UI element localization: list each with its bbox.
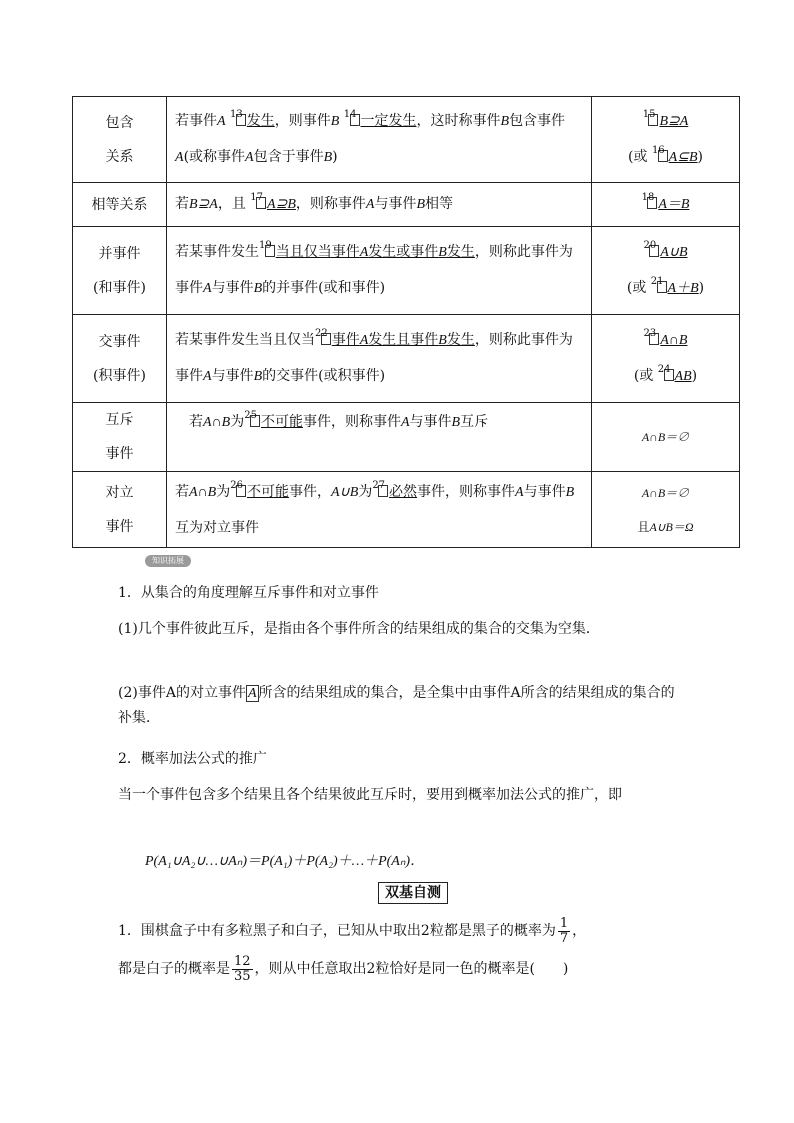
row-name: 相等关系 (73, 183, 167, 227)
row-symbol: $^{23}$ A∩B (或 $^{24}$ AB) (592, 315, 740, 403)
table-row (73, 97, 740, 183)
para-5: 当一个事件包含多个结果且各个结果彼此互斥时，要用到概率加法公式的推广，即 (118, 787, 622, 803)
row-desc: 若A∩B为$^{26}$ 不可能事件，A∪B为$^{27}$ 必然事件，则称事件A与事件B互为对立事件 (167, 472, 592, 548)
row-symbol: $^{20}$ A∪B (或 $^{21}$ A＋B) (592, 227, 740, 315)
para-2: (1)几个事件彼此互斥，是指由各个事件所含的结果组成的集合的交集为空集． (118, 621, 600, 637)
fraction: $\frac{12}{35}$ (234, 953, 251, 984)
table-row (73, 403, 740, 472)
row-desc: 若事件A $^{13}$ 发生，则事件B $^{14}$ 一定发生，这时称事件B包含事件A(或称事件A包含于事件B) (167, 97, 592, 183)
event-relations-table (72, 96, 740, 548)
row-name: 互斥 事件 (73, 403, 167, 472)
row-symbol: $^{18}$ A＝B (592, 183, 740, 227)
table-row (73, 227, 740, 315)
formula: P(A₁∪A₂∪…∪Aₙ)＝P(A₁)＋P(A₂)＋…＋P(Aₙ)． (145, 854, 425, 869)
table-row (73, 472, 740, 548)
para-3: (2)事件A的对立事件 A 所含的结果组成的集合，是全集中由事件A所含的结果组成的集合的补集． (118, 685, 675, 726)
row-symbol: $^{15}$ B⊇A (或 $^{16}$ A⊆B) (592, 97, 740, 183)
row-name: 并事件 (和事件) (73, 227, 167, 315)
row-desc: 若某事件发生当且仅当$^{22}$ 事件A发生且事件B发生，则称此事件为事件A与事件B的交事件(或积事件) (167, 315, 592, 403)
section-heading: 双基自测 (378, 882, 448, 904)
knowledge-extension-tag: 知识拓展 (145, 555, 191, 567)
row-symbol: A∩B＝∅ 且A∪B＝Ω (592, 472, 740, 548)
row-symbol: A∩B＝∅ (592, 403, 740, 472)
para-1: 1．从集合的角度理解互斥事件和对立事件 (118, 585, 379, 601)
row-desc: 若某事件发生$^{19}$ 当且仅当事件A发生或事件B发生，则称此事件为事件A与事件B的并事件(或和事件) (167, 227, 592, 315)
row-desc: 若A∩B为$^{25}$ 不可能事件，则称事件A与事件B互斥 (167, 403, 592, 472)
row-name: 对立 事件 (73, 472, 167, 548)
table-row (73, 183, 740, 227)
question-1: 1．围棋盒子中有多粒黑子和白子，已知从中取出2粒都是黑子的概率为 $\frac{1}{7}$ ， 都是白子的概率是 $\frac{12}{35}$ ，则从中任意取出2粒恰好是同一色的概率是( ) (118, 915, 587, 984)
para-4: 2．概率加法公式的推广 (118, 751, 267, 767)
row-name: 交事件 (积事件) (73, 315, 167, 403)
row-name: 包含 关系 (73, 97, 167, 183)
row-desc: 若B⊇A，且 $^{17}$ A⊇B，则称事件A与事件B相等 (167, 183, 592, 227)
fraction: $\frac{1}{7}$ (559, 915, 569, 946)
table-row (73, 315, 740, 403)
